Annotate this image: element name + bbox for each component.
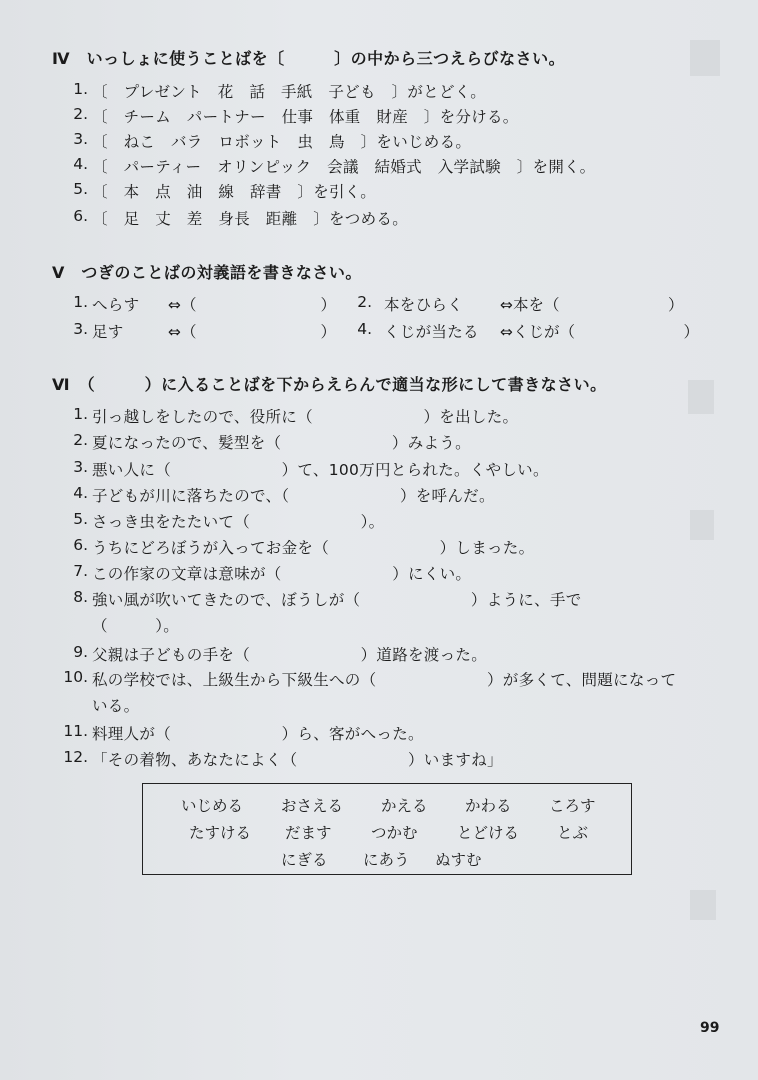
item-word: 足す [92,323,124,341]
word-choice-box [142,783,632,875]
item-text-continued: いる。 [92,697,140,715]
item-number: 3. [73,458,88,476]
item-text: 悪い人に（ ）て、100万円とられた。くやしい。 [92,461,549,479]
bleed-through-mark [690,40,720,76]
item-text: 〔 足 丈 差 身長 距離 〕をつめる。 [92,210,409,228]
word-choice: とぶ [557,824,589,842]
item-text: さっき虫をたたいて（ ）。 [92,513,385,531]
word-choice: かわる [465,797,512,815]
item-number: 4. [73,484,88,502]
item-text: この作家の文章は意味が（ ）にくい。 [92,565,472,583]
item-number: 4. [73,155,88,173]
item-number: 2. [357,293,372,311]
item-number: 1. [73,293,88,311]
item-number: 4. [357,320,372,338]
item-word: へらす [92,296,140,314]
item-text: うちにどろぼうが入ってお金を（ ）しまった。 [92,539,535,557]
item-number: 2. [73,431,88,449]
item-number: 3. [73,320,88,338]
item-number: 5. [73,180,88,198]
bleed-through-mark [690,890,716,920]
item-text: 〔 チーム パートナー 仕事 体重 財産 〕を分ける。 [92,108,519,126]
item-number: 12. [63,748,88,766]
item-opposite-blank: ⇔（ ） [168,323,336,341]
item-text: 夏になったので、髪型を（ ）みよう。 [92,434,471,452]
item-text: 強い風が吹いてきたので、ぼうしが（ ）ように、手で [92,591,582,609]
item-word: くじが当たる [384,323,479,341]
item-number: 10. [63,668,88,686]
section-iv-heading: Ⅳ いっしょに使うことばを〔 〕の中から三つえらびなさい。 [52,49,566,68]
item-number: 3. [73,130,88,148]
word-choice: たすける [189,824,252,842]
item-text: 私の学校では、上級生から下級生への（ ）が多くて、問題になって [92,671,677,689]
word-choice: おさえる [281,797,344,815]
word-choice: とどける [457,824,520,842]
item-number: 5. [73,510,88,528]
item-text: 〔 プレゼント 花 話 手紙 子ども 〕がとどく。 [92,83,487,101]
item-text: 引っ越しをしたので、役所に（ ）を出した。 [92,408,519,426]
item-number: 7. [73,562,88,580]
word-choice: にぎる [281,851,328,869]
item-number: 9. [73,643,88,661]
bleed-through-mark [688,380,714,414]
item-text: 〔 ねこ バラ ロボット 虫 鳥 〕をいじめる。 [92,133,472,151]
item-text: 「その着物、あなたによく（ ）いますね」 [92,751,503,769]
item-opposite-blank: ⇔くじが（ ） [500,323,699,341]
bleed-through-mark [690,510,714,540]
item-text: 子どもが川に落ちたので、（ ）を呼んだ。 [92,487,495,505]
item-number: 1. [73,80,88,98]
word-choice: ぬすむ [435,851,482,869]
item-text: 〔 本 点 油 線 辞書 〕を引く。 [92,183,377,201]
page-number: 99 [700,1020,720,1036]
item-opposite-blank: ⇔（ ） [168,296,336,314]
item-number: 1. [73,405,88,423]
word-choice: ころす [549,797,596,815]
item-number: 11. [63,722,88,740]
word-choice: かえる [381,797,428,815]
section-v-heading: Ⅴ つぎのことばの対義語を書きなさい。 [52,263,362,282]
word-choice: いじめる [181,797,244,815]
item-number: 6. [73,207,88,225]
item-opposite-blank: ⇔本を（ ） [500,296,684,314]
word-choice: だます [285,824,332,842]
item-word: 本をひらく [384,296,464,314]
item-number: 2. [73,105,88,123]
word-choice: つかむ [371,824,418,842]
section-vi-heading: Ⅵ （ ）に入ることばを下からえらんで適当な形にして書きなさい。 [52,375,607,394]
item-text-continued: （ ）。 [92,617,180,635]
item-text: 料理人が（ ）ら、客がへった。 [92,725,424,743]
item-number: 8. [73,588,88,606]
word-choice: にあう [363,851,410,869]
item-text: 父親は子どもの手を（ ）道路を渡った。 [92,646,488,664]
item-number: 6. [73,536,88,554]
item-text: 〔 パーティー オリンピック 会議 結婚式 入学試験 〕を開く。 [92,158,596,176]
